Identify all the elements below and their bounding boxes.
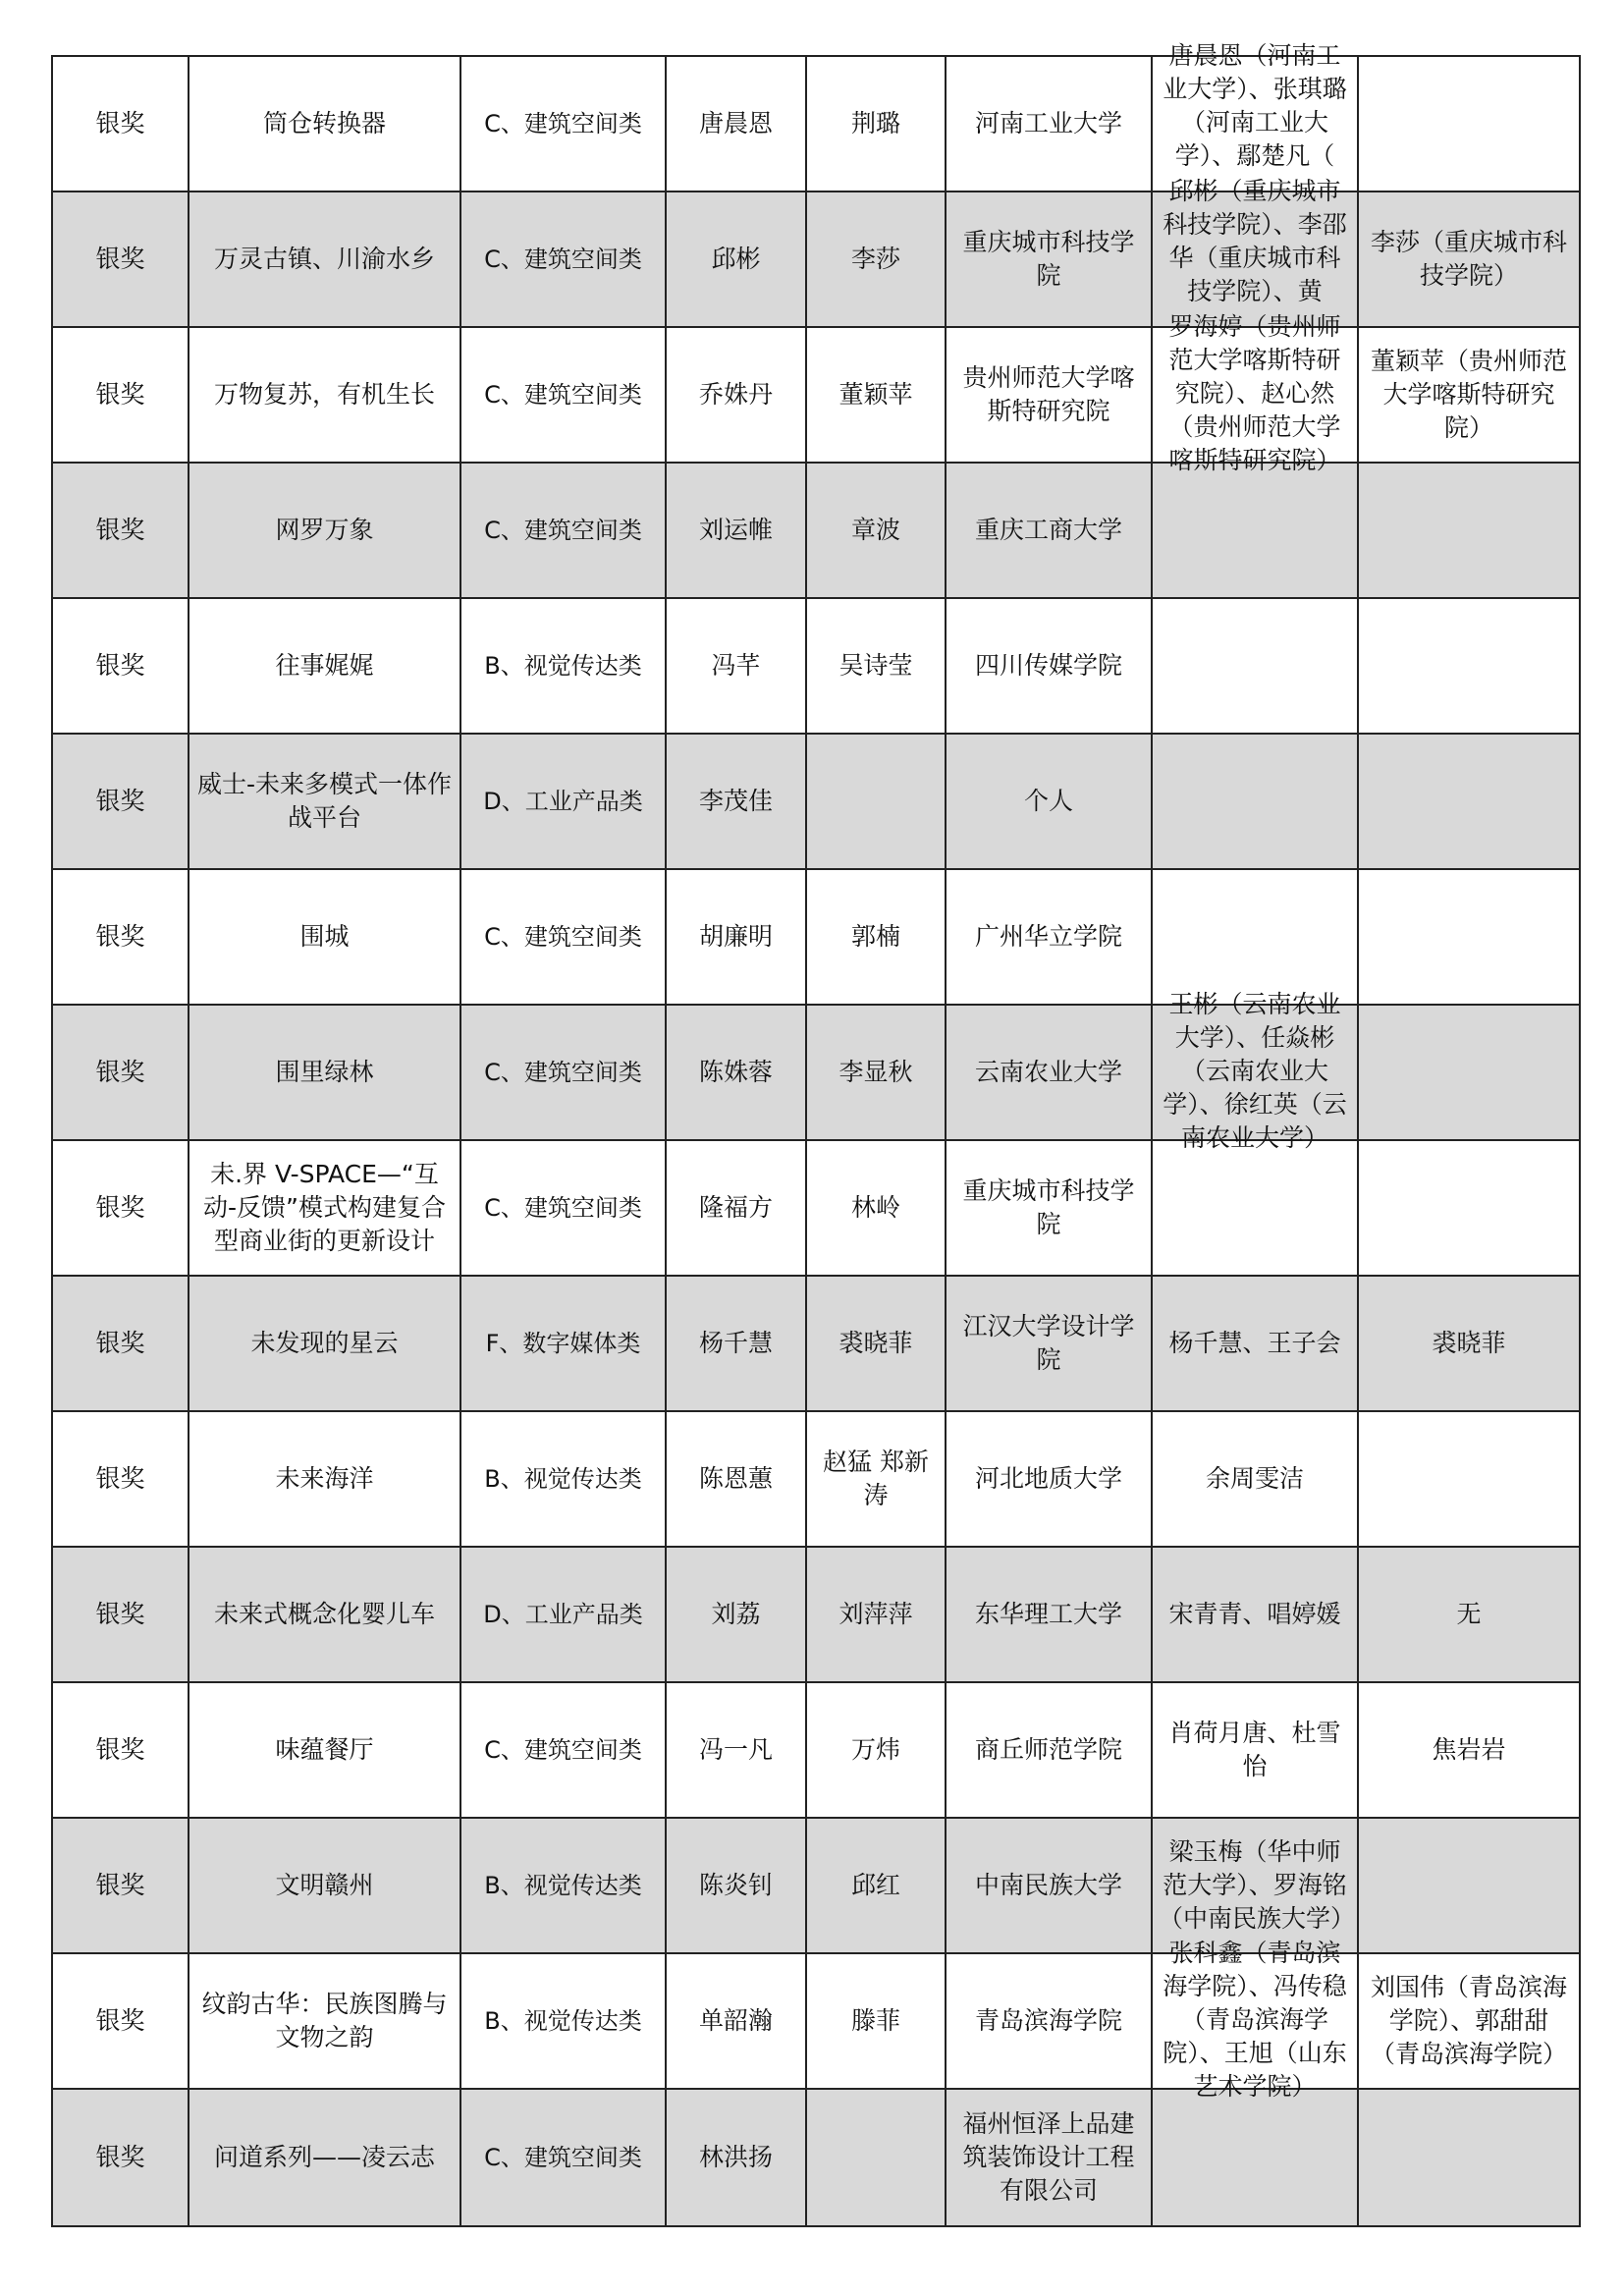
members-cell	[1152, 177, 1358, 327]
members-cell	[1152, 990, 1358, 1152]
author-cell	[666, 1276, 806, 1411]
instructors-cell	[1358, 734, 1580, 869]
advisor-cell	[806, 734, 946, 869]
advisor-cell-text: 董颖苹	[839, 380, 913, 409]
advisor-cell	[806, 1818, 946, 1953]
category-cell	[460, 1005, 666, 1140]
title-cell	[189, 869, 460, 1005]
title-cell-text: 未.界 V-SPACE—“互动-反馈”模式构建复合型商业街的更新设计	[203, 1160, 446, 1255]
instructors-cell-text: 李莎（重庆城市科技学院）	[1370, 228, 1567, 290]
advisor-cell	[806, 1953, 946, 2089]
category-cell	[460, 56, 666, 191]
author-cell-text: 陈炎钊	[698, 1871, 773, 1899]
organization-cell-text: 四川传媒学院	[974, 651, 1122, 680]
category-cell	[460, 1276, 666, 1411]
organization-cell-text: 商丘师范学院	[974, 1735, 1122, 1764]
author-cell-text: 唐晨恩	[698, 109, 773, 137]
advisor-cell-text: 刘萍萍	[839, 1600, 913, 1628]
advisor-cell-text: 吴诗莹	[839, 651, 913, 680]
title-cell	[189, 327, 460, 463]
author-cell	[666, 1818, 806, 1953]
table-row	[52, 327, 1580, 463]
award-cell-text: 银奖	[95, 1600, 145, 1628]
title-cell-text: 网罗万象	[275, 516, 374, 544]
organization-cell	[946, 1005, 1152, 1140]
title-cell-text: 威士-未来多模式一体作战平台	[196, 770, 453, 832]
award-cell-text: 银奖	[95, 380, 145, 409]
organization-cell	[946, 1547, 1152, 1682]
award-cell	[52, 1005, 189, 1140]
organization-cell-text: 中南民族大学	[974, 1871, 1122, 1899]
instructors-cell-text: 焦岩岩	[1432, 1735, 1506, 1764]
author-cell	[666, 1140, 806, 1276]
members-cell	[1152, 1939, 1358, 2101]
instructors-cell	[1358, 1953, 1580, 2089]
title-cell	[189, 2089, 460, 2226]
category-cell-text: C、建筑空间类	[484, 246, 642, 273]
award-cell-text: 银奖	[95, 1193, 145, 1222]
organization-cell	[946, 1818, 1152, 1953]
title-cell	[189, 1547, 460, 1682]
category-cell	[460, 1547, 666, 1682]
category-cell-text: B、视觉传达类	[484, 1872, 642, 1899]
members-cell-text: 唐晨恩（河南工业大学）、张琪璐（河南工业大学）、鄢楚凡（	[1163, 41, 1347, 170]
organization-cell	[946, 1953, 1152, 2089]
award-cell-text: 银奖	[95, 787, 145, 815]
award-cell	[52, 56, 189, 191]
award-cell-text: 银奖	[95, 1735, 145, 1764]
organization-cell-text: 东华理工大学	[974, 1600, 1122, 1628]
advisor-cell-text: 李莎	[850, 245, 900, 273]
organization-cell	[946, 463, 1152, 598]
organization-cell	[946, 191, 1152, 327]
organization-cell	[946, 869, 1152, 1005]
table-row	[52, 1682, 1580, 1818]
title-cell-text: 文明赣州	[275, 1871, 374, 1899]
table-row	[52, 1276, 1580, 1411]
members-cell-text: 余周雯洁	[1205, 1464, 1304, 1493]
award-cell-text: 银奖	[95, 1464, 145, 1493]
instructors-cell	[1358, 1411, 1580, 1547]
table-row	[52, 463, 1580, 598]
title-cell-text: 万灵古镇、川渝水乡	[213, 245, 435, 273]
advisor-cell-text: 赵猛 郑新涛	[823, 1448, 929, 1509]
organization-cell	[946, 327, 1152, 463]
members-cell	[1152, 1682, 1358, 1818]
organization-cell	[946, 598, 1152, 734]
author-cell-text: 陈姝蓉	[698, 1058, 773, 1086]
instructors-cell-text: 刘国伟（青岛滨海学院）、郭甜甜（青岛滨海学院）	[1370, 1973, 1567, 2068]
title-cell-text: 万物复苏，有机生长	[213, 380, 435, 409]
members-cell-text: 杨千慧、王子会	[1168, 1329, 1341, 1357]
members-cell-text: 王彬（云南农业大学）、任焱彬（云南农业大学）、徐红英（云南农业大学）	[1163, 990, 1347, 1152]
title-cell-text: 未来式概念化婴儿车	[213, 1600, 435, 1628]
title-cell-text: 纹韵古华：民族图腾与文物之韵	[201, 1990, 448, 2051]
award-cell	[52, 191, 189, 327]
title-cell	[189, 1682, 460, 1818]
title-cell	[189, 1276, 460, 1411]
instructors-cell	[1358, 463, 1580, 598]
category-cell	[460, 327, 666, 463]
category-cell	[460, 598, 666, 734]
advisor-cell-text: 荆璐	[850, 109, 900, 137]
award-cell-text: 银奖	[95, 922, 145, 951]
organization-cell	[946, 1682, 1152, 1818]
members-cell	[1152, 1276, 1358, 1411]
instructors-cell	[1358, 1276, 1580, 1411]
author-cell	[666, 598, 806, 734]
award-cell	[52, 463, 189, 598]
title-cell-text: 未来海洋	[275, 1464, 374, 1493]
instructors-cell	[1358, 1140, 1580, 1276]
title-cell	[189, 191, 460, 327]
advisor-cell-text: 李显秋	[839, 1058, 913, 1086]
members-cell-text: 张科鑫（青岛滨海学院）、冯传稳（青岛滨海学院）、王旭（山东艺术学院）	[1163, 1939, 1347, 2101]
category-cell-text: C、建筑空间类	[484, 1736, 642, 1764]
title-cell-text: 筒仓转换器	[262, 109, 386, 137]
advisor-cell	[806, 869, 946, 1005]
category-cell	[460, 1682, 666, 1818]
author-cell-text: 杨千慧	[698, 1329, 773, 1357]
organization-cell-text: 河南工业大学	[974, 109, 1122, 137]
title-cell-text: 问道系列——凌云志	[213, 2143, 435, 2171]
table-row	[52, 598, 1580, 734]
title-cell-text: 味蕴餐厅	[275, 1735, 374, 1764]
award-cell	[52, 869, 189, 1005]
instructors-cell	[1358, 598, 1580, 734]
award-cell-text: 银奖	[95, 245, 145, 273]
category-cell	[460, 869, 666, 1005]
category-cell-text: B、视觉传达类	[484, 2007, 642, 2035]
category-cell-text: C、建筑空间类	[484, 517, 642, 544]
author-cell	[666, 2089, 806, 2226]
instructors-cell-text: 无	[1456, 1600, 1482, 1628]
category-cell	[460, 463, 666, 598]
advisor-cell	[806, 56, 946, 191]
award-cell	[52, 1818, 189, 1953]
category-cell-text: C、建筑空间类	[484, 1194, 642, 1222]
author-cell-text: 刘荔	[711, 1600, 761, 1628]
members-cell	[1152, 1818, 1358, 1953]
award-cell-text: 银奖	[95, 109, 145, 137]
table-row	[52, 191, 1580, 327]
award-cell-text: 银奖	[95, 516, 145, 544]
title-cell-text: 围里绿林	[275, 1058, 374, 1086]
author-cell-text: 邱彬	[711, 245, 761, 273]
title-cell	[189, 734, 460, 869]
award-cell-text: 银奖	[95, 1058, 145, 1086]
instructors-cell	[1358, 869, 1580, 1005]
instructors-cell	[1358, 1818, 1580, 1953]
table-row	[52, 2089, 1580, 2226]
organization-cell-text: 江汉大学设计学院	[962, 1312, 1135, 1374]
author-cell-text: 单韶瀚	[698, 2006, 773, 2035]
award-cell-text: 银奖	[95, 2006, 145, 2035]
category-cell-text: C、建筑空间类	[484, 381, 642, 409]
advisor-cell-text: 郭楠	[850, 922, 900, 951]
category-cell	[460, 1140, 666, 1276]
organization-cell-text: 青岛滨海学院	[974, 2006, 1122, 2035]
instructors-cell	[1358, 2089, 1580, 2226]
award-cell-text: 银奖	[95, 1871, 145, 1899]
organization-cell-text: 重庆城市科技学院	[962, 228, 1135, 290]
instructors-cell	[1358, 56, 1580, 191]
members-cell-text: 邱彬（重庆城市科技学院）、李邵华（重庆城市科技学院）、黄	[1163, 177, 1347, 305]
author-cell	[666, 1682, 806, 1818]
author-cell-text: 乔姝丹	[698, 380, 773, 409]
author-cell	[666, 56, 806, 191]
award-cell	[52, 1682, 189, 1818]
title-cell	[189, 1005, 460, 1140]
table-row	[52, 1140, 1580, 1276]
author-cell-text: 冯芊	[711, 651, 761, 680]
award-cell	[52, 327, 189, 463]
organization-cell	[946, 2089, 1152, 2226]
organization-cell-text: 重庆城市科技学院	[962, 1176, 1135, 1238]
instructors-cell-text: 裘晓菲	[1432, 1329, 1506, 1357]
author-cell-text: 林洪扬	[698, 2143, 773, 2171]
instructors-cell-text: 董颖苹（贵州师范大学喀斯特研究院）	[1370, 347, 1567, 442]
members-cell-text: 罗海婷（贵州师范大学喀斯特研究院）、赵心然（贵州师范大学喀斯特研究院）	[1168, 312, 1341, 474]
author-cell	[666, 869, 806, 1005]
table-row	[52, 1005, 1580, 1140]
members-cell-text: 宋青青、唱婷媛	[1168, 1600, 1341, 1628]
title-cell-text: 围城	[299, 922, 350, 951]
award-cell	[52, 598, 189, 734]
table-row	[52, 56, 1580, 191]
advisor-cell	[806, 1140, 946, 1276]
category-cell-text: C、建筑空间类	[484, 110, 642, 137]
members-cell	[1152, 463, 1358, 598]
award-cell	[52, 1953, 189, 2089]
organization-cell-text: 个人	[1023, 787, 1073, 815]
members-cell	[1152, 598, 1358, 734]
author-cell	[666, 191, 806, 327]
award-cell	[52, 1547, 189, 1682]
author-cell	[666, 1005, 806, 1140]
advisor-cell-text: 邱红	[850, 1871, 900, 1899]
category-cell-text: C、建筑空间类	[484, 923, 642, 951]
advisor-cell-text: 裘晓菲	[839, 1329, 913, 1357]
advisor-cell	[806, 2089, 946, 2226]
category-cell	[460, 2089, 666, 2226]
instructors-cell	[1358, 1547, 1580, 1682]
instructors-cell	[1358, 191, 1580, 327]
author-cell-text: 隆福方	[698, 1193, 773, 1222]
organization-cell-text: 重庆工商大学	[974, 516, 1122, 544]
advisor-cell	[806, 598, 946, 734]
organization-cell	[946, 1411, 1152, 1547]
organization-cell	[946, 1276, 1152, 1411]
author-cell-text: 刘运帷	[698, 516, 773, 544]
advisor-cell	[806, 1682, 946, 1818]
advisor-cell	[806, 327, 946, 463]
advisor-cell	[806, 1547, 946, 1682]
organization-cell	[946, 734, 1152, 869]
award-cell-text: 银奖	[95, 2143, 145, 2171]
title-cell	[189, 463, 460, 598]
award-cell	[52, 1140, 189, 1276]
advisor-cell-text: 林岭	[850, 1193, 900, 1222]
table-row	[52, 1953, 1580, 2089]
table-row	[52, 734, 1580, 869]
table-row	[52, 1818, 1580, 1953]
author-cell	[666, 1411, 806, 1547]
category-cell-text: C、建筑空间类	[484, 2144, 642, 2171]
members-cell	[1152, 312, 1358, 474]
category-cell	[460, 191, 666, 327]
award-cell	[52, 1411, 189, 1547]
organization-cell	[946, 1140, 1152, 1276]
category-cell-text: D、工业产品类	[483, 1601, 643, 1628]
author-cell	[666, 734, 806, 869]
title-cell	[189, 56, 460, 191]
author-cell-text: 陈恩蕙	[698, 1464, 773, 1493]
category-cell-text: D、工业产品类	[483, 788, 643, 815]
table-row	[52, 1411, 1580, 1547]
author-cell-text: 李茂佳	[698, 787, 773, 815]
advisor-cell	[806, 1276, 946, 1411]
members-cell	[1152, 1547, 1358, 1682]
award-cell	[52, 734, 189, 869]
advisor-cell	[806, 1411, 946, 1547]
members-cell-text: 梁玉梅（华中师范大学）、罗海铭（中南民族大学）	[1159, 1837, 1356, 1933]
title-cell	[189, 598, 460, 734]
title-cell	[189, 1953, 460, 2089]
advisor-cell	[806, 1005, 946, 1140]
instructors-cell	[1358, 1682, 1580, 1818]
members-cell	[1152, 41, 1358, 191]
advisor-cell-text: 万炜	[850, 1735, 900, 1764]
organization-cell-text: 福州恒泽上品建筑装饰设计工程有限公司	[962, 2109, 1135, 2205]
members-cell	[1152, 1140, 1358, 1276]
advisor-cell	[806, 191, 946, 327]
title-cell	[189, 1818, 460, 1953]
author-cell	[666, 1953, 806, 2089]
award-cell	[52, 2089, 189, 2226]
members-cell	[1152, 2089, 1358, 2226]
category-cell	[460, 1411, 666, 1547]
category-cell	[460, 1818, 666, 1953]
members-cell	[1152, 734, 1358, 869]
members-cell-text: 肖荷月唐、杜雪怡	[1168, 1719, 1341, 1780]
advisor-cell-text: 滕菲	[850, 2006, 900, 2035]
category-cell-text: F、数字媒体类	[485, 1330, 641, 1357]
award-cell-text: 银奖	[95, 1329, 145, 1357]
author-cell	[666, 1547, 806, 1682]
award-cell-text: 银奖	[95, 651, 145, 680]
author-cell	[666, 327, 806, 463]
author-cell-text: 冯一凡	[698, 1735, 773, 1764]
table-row	[52, 1547, 1580, 1682]
title-cell	[189, 1140, 460, 1276]
category-cell	[460, 734, 666, 869]
organization-cell	[946, 56, 1152, 191]
category-cell-text: C、建筑空间类	[484, 1059, 642, 1086]
organization-cell-text: 贵州师范大学喀斯特研究院	[962, 363, 1135, 425]
title-cell	[189, 1411, 460, 1547]
advisor-cell-text: 章波	[850, 516, 900, 544]
organization-cell-text: 河北地质大学	[974, 1464, 1122, 1493]
members-cell	[1152, 1411, 1358, 1547]
category-cell-text: B、视觉传达类	[484, 652, 642, 680]
members-cell	[1152, 869, 1358, 1005]
organization-cell-text: 广州华立学院	[974, 922, 1122, 951]
awards-table	[51, 41, 1581, 2227]
category-cell	[460, 1953, 666, 2089]
advisor-cell	[806, 463, 946, 598]
table-row	[52, 869, 1580, 1005]
author-cell	[666, 463, 806, 598]
award-cell	[52, 1276, 189, 1411]
author-cell-text: 胡廉明	[698, 922, 773, 951]
title-cell-text: 往事娓娓	[275, 651, 374, 680]
organization-cell-text: 云南农业大学	[974, 1058, 1122, 1086]
instructors-cell	[1358, 1005, 1580, 1140]
category-cell-text: B、视觉传达类	[484, 1465, 642, 1493]
title-cell-text: 未发现的星云	[250, 1329, 399, 1357]
instructors-cell	[1358, 327, 1580, 463]
